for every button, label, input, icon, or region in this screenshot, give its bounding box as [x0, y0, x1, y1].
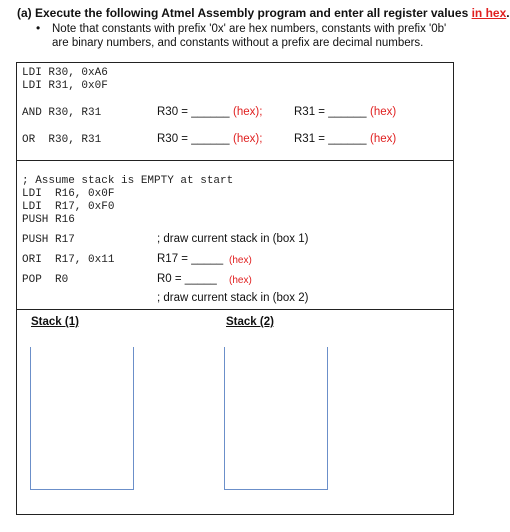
bullet-icon: • — [36, 21, 41, 35]
or-r31-field[interactable]: R31 = ______ — [294, 133, 367, 145]
draw-box2-instruction: ; draw current stack in (box 2) — [157, 292, 309, 304]
code-ldi-r16: LDI R16, 0x0F — [22, 188, 115, 200]
section-divider — [16, 160, 454, 161]
stack-section-divider — [16, 309, 454, 310]
question-title — [17, 6, 510, 20]
or-r30-hex-label: (hex); — [233, 133, 263, 145]
instruction-note: Note that constants with prefix '0x' are hex numbers, constants with prefix '0b' are binary numbers, and constants without a prefix are decimal numbers. — [52, 23, 447, 49]
code-push-r16: PUSH R16 — [22, 214, 75, 226]
and-r31-hex-label: (hex) — [370, 106, 397, 118]
stack2-label: Stack (2) — [226, 316, 274, 328]
r17-field[interactable]: R17 = _____ — [157, 253, 224, 265]
draw-box1-instruction: ; draw current stack in (box 1) — [157, 233, 309, 245]
r0-field[interactable]: R0 = _____ — [157, 273, 217, 285]
and-r30-field[interactable]: R30 = ______ — [157, 106, 230, 118]
code-comment: ; Assume stack is EMPTY at start — [22, 175, 234, 187]
code-and: AND R30, R31 — [22, 107, 102, 119]
and-r30-hex-label: (hex); — [233, 106, 263, 118]
r17-hex-label: (hex) — [229, 255, 252, 266]
code-push-r17: PUSH R17 — [22, 234, 75, 246]
code-ldi-r31: LDI R31, 0x0F — [22, 80, 108, 92]
title-suffix: . — [506, 6, 510, 20]
or-r31-hex-label: (hex) — [370, 133, 397, 145]
stack1-label: Stack (1) — [31, 316, 79, 328]
title-emphasis: in hex — [471, 6, 507, 20]
code-pop: POP R0 — [22, 274, 69, 286]
code-ldi-r17: LDI R17, 0xF0 — [22, 201, 115, 213]
stack1-drawing-area[interactable] — [30, 347, 134, 490]
code-or: OR R30, R31 — [22, 134, 102, 146]
title-prefix: (a) Execute the following Atmel Assembly program and enter all register values — [17, 6, 472, 20]
code-ldi-r30: LDI R30, 0xA6 — [22, 67, 108, 79]
and-r31-field[interactable]: R31 = ______ — [294, 106, 367, 118]
code-ori: ORI R17, 0x11 — [22, 254, 115, 266]
or-r30-field[interactable]: R30 = ______ — [157, 133, 230, 145]
stack2-drawing-area[interactable] — [224, 347, 328, 490]
r0-hex-label: (hex) — [229, 275, 252, 286]
